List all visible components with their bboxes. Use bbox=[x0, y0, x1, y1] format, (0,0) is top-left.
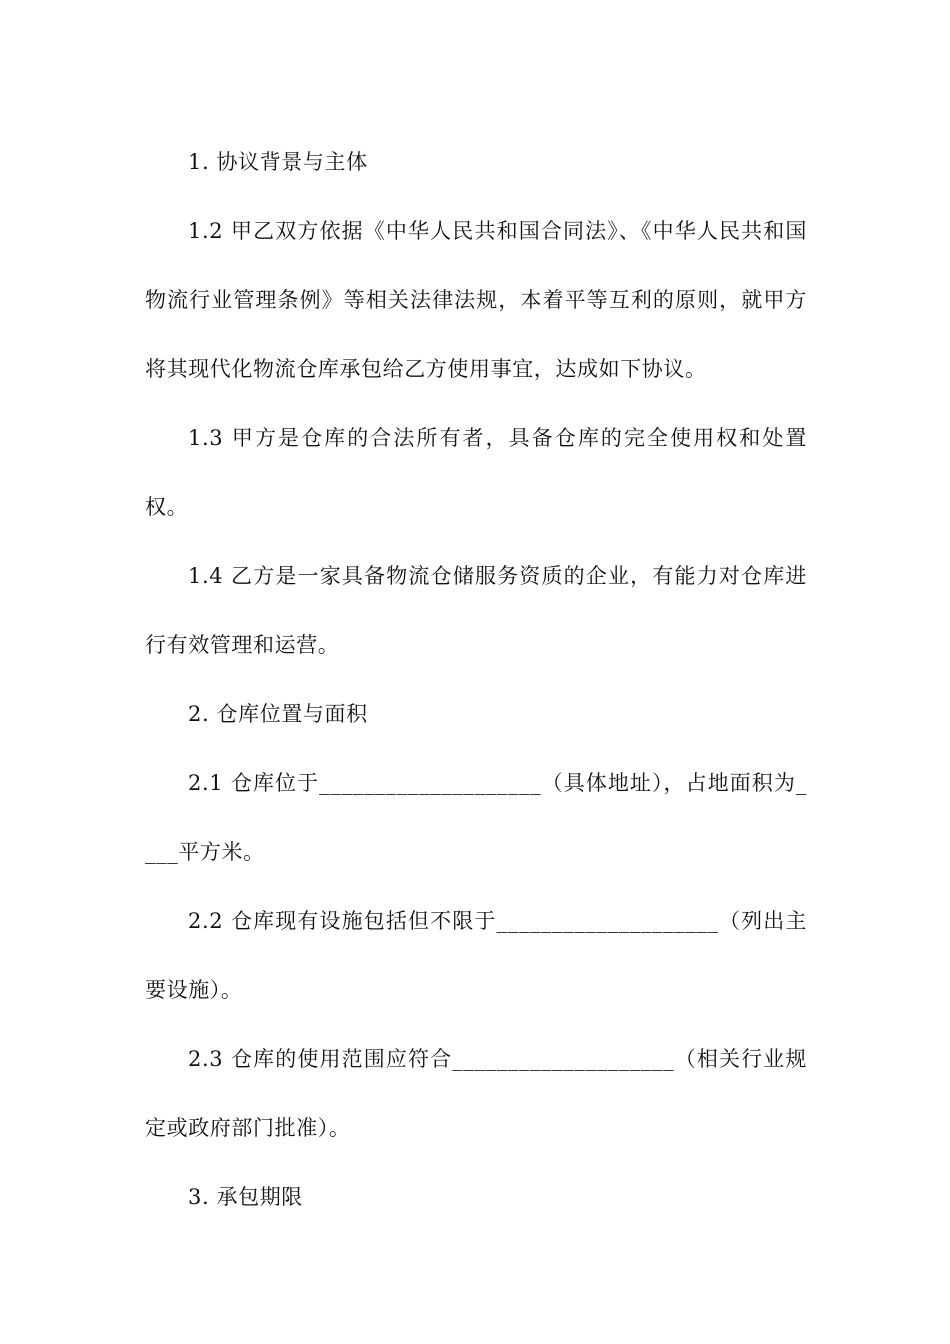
clause-2-2: 2.2 仓库现有设施包括但不限于____________________（列出主要设施）。 bbox=[145, 909, 807, 1002]
clause-2-3: 2.3 仓库的使用范围应符合____________________（相关行业规定或政府部门批准）。 bbox=[145, 1047, 807, 1140]
section-heading-2: 2. 仓库位置与面积 bbox=[188, 702, 368, 726]
document-body bbox=[145, 128, 807, 1232]
section-heading-1: 1. 协议背景与主体 bbox=[188, 150, 368, 174]
clause-1-3: 1.3 甲方是仓库的合法所有者，具备仓库的完全使用权和处置权。 bbox=[145, 426, 807, 519]
clause-2-1: 2.1 仓库位于____________________（具体地址），占地面积为____平方米。 bbox=[145, 771, 807, 864]
section-heading-3: 3. 承包期限 bbox=[188, 1185, 303, 1209]
clause-1-4: 1.4 乙方是一家具备物流仓储服务资质的企业，有能力对仓库进行有效管理和运营。 bbox=[145, 564, 807, 657]
clause-1-2: 1.2 甲乙双方依据《中华人民共和国合同法》、《中华人民共和国物流行业管理条例》等相关法律法规，本着平等互利的原则，就甲方将其现代化物流仓库承包给乙方使用事宜，达成如下协议。 bbox=[145, 219, 807, 381]
